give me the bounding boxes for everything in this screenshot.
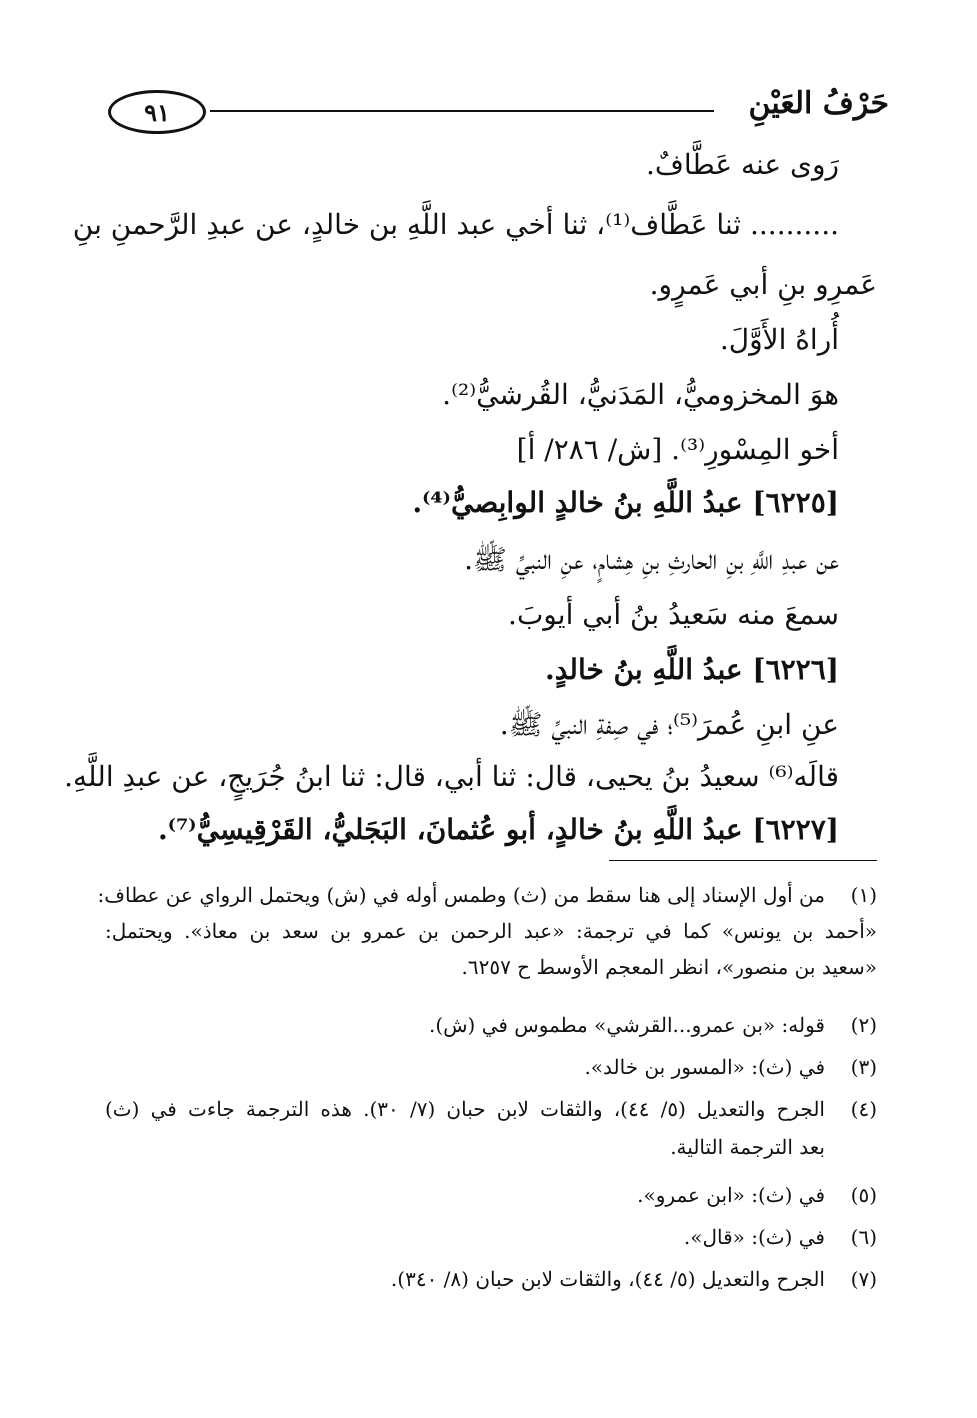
footnote-text: «سعيد بن منصور»، انظر المعجم الأوسط ح ٦٢٥٧. xyxy=(461,955,877,979)
footnote-text: الجرح والتعديل (٥/ ٤٤)، والثقات لابن حبان (٨/ ٣٤٠). xyxy=(390,1267,825,1291)
body-line: رَوى عنه عَطَّافٌ. xyxy=(645,148,839,181)
footnote-number: (٢) xyxy=(850,1013,877,1037)
body-line: أخو المِسْورِ⁽³⁾. [ش/ ٢٨٦/ أ] xyxy=(516,433,839,466)
footnote-text: في (ث): «المسور بن خالد». xyxy=(584,1055,825,1079)
footnote-separator xyxy=(609,860,877,861)
footnote-text: «أحمد بن يونس» كما في ترجمة: «عبد الرحمن بن عمرو بن سعد بن معاذ». ويحتمل: xyxy=(105,919,877,943)
body-line: عنِ ابنِ عُمرَ⁽⁵⁾؛ في صِفةِ النبيِّ ﷺ. xyxy=(499,708,839,741)
page-number: ٩١ xyxy=(144,97,170,127)
footnote-text: في (ث): «قال». xyxy=(683,1225,825,1249)
footnote xyxy=(105,1092,877,1168)
footnote-text: من أول الإسناد إلى هنا سقط من (ث) وطمس أوله في (ش) ويحتمل الرواي عن عطاف: xyxy=(97,883,825,907)
body-line: عن عبدِ اللَّهِ بنِ الحارثِ بنِ هِشامٍ، عنِ النبيِّ ﷺ. xyxy=(464,543,839,576)
body-line: قالَه⁽⁶⁾ سعيدُ بنُ يحيى، قال: ثنا أبي، قال: ثنا ابنُ جُرَيجٍ، عن عبدِ اللَّهِ. xyxy=(64,760,839,793)
footnote-text: قوله: «بن عمرو...القرشي» مطموس في (ش). xyxy=(428,1013,825,1037)
chapter-title: حَرْفُ العَيْنِ xyxy=(748,86,889,121)
entry-heading: [٦٢٢٦] عبدُ اللَّهِ بنُ خالدٍ. xyxy=(544,653,839,686)
footnote-number: (١) xyxy=(850,883,877,907)
entry-heading: [٦٢٢٧] عبدُ اللَّهِ بنُ خالدٍ، أبو عُثمانَ، البَجَليُّ، القَرْقِيسِيُّ⁽⁷⁾. xyxy=(157,813,839,846)
body-line: أُراهُ الأَوَّلَ. xyxy=(719,323,839,356)
footnote-text: بعد الترجمة التالية. xyxy=(670,1135,825,1159)
footnote-number: (٦) xyxy=(850,1225,877,1249)
footnote-text: في (ث): «ابن عمرو». xyxy=(637,1183,825,1207)
footnote-text: الجرح والتعديل (٥/ ٤٤)، والثقات لابن حبان (٧/ ٣٠). هذه الترجمة جاءت في (ث) xyxy=(105,1097,825,1121)
body-line: عَمرِو بنِ أبي عَمرٍو. xyxy=(649,268,877,301)
footnote-number: (٧) xyxy=(850,1267,877,1291)
footnote-number: (٤) xyxy=(850,1097,877,1121)
page-header xyxy=(108,78,889,138)
footnote xyxy=(97,878,877,988)
entry-heading: [٦٢٢٥] عبدُ اللَّهِ بنُ خالدٍ الوابِصيُّ⁽⁴⁾. xyxy=(412,486,839,519)
body-line: .......... ثنا عَطَّاف⁽¹⁾، ثنا أخي عبد اللَّهِ بن خالدٍ، عن عبدِ الرَّحمنِ بنِ xyxy=(72,208,839,241)
page-number-badge xyxy=(108,90,206,134)
body-line: هوَ المخزوميُّ، المَدَنيُّ، القُرشيُّ⁽²⁾. xyxy=(442,378,839,411)
body-line: سمعَ منه سَعيدُ بنُ أبي أيوبَ. xyxy=(508,598,839,631)
footnote-number: (٣) xyxy=(850,1055,877,1079)
header-rule xyxy=(210,110,714,112)
footnote-number: (٥) xyxy=(850,1183,877,1207)
